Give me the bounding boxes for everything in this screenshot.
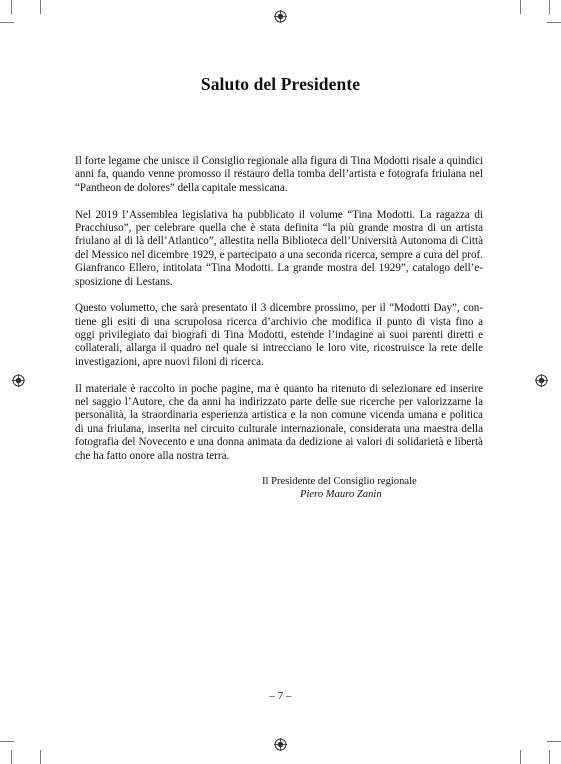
- text-line: del Messico nel dicembre 1929, e partecipato a una seconda ricerca, sempre a cura del prof.: [75, 248, 483, 261]
- text-line: friulano al di là dell’Atlantico”, allestita nella Biblioteca dell’Università Autonoma di Città: [75, 235, 483, 248]
- text-line: collaterali, allarga il quadro nel quale si intrecciano le loro vite, ricostruisce la rete delle: [75, 342, 483, 355]
- text-line: Pracchiuso”, per celebrare quella che è stata definita “la più grande mostra di un artista: [75, 221, 483, 234]
- crop-mark: [11, 0, 12, 14]
- crop-mark: [40, 0, 41, 14]
- text-line: Nel 2019 l’Assemblea legislativa ha pubblicato il volume “Tina Modotti. La ragazza di: [75, 208, 483, 221]
- paragraph-3: [75, 302, 483, 369]
- text-line: che ha fatto onore alla nostra terra.: [75, 449, 230, 462]
- text-line: Il materiale è raccolto in poche pagine, ma è quanto ha ritenuto di selezionare ed inserire: [75, 382, 483, 395]
- paragraph-1: [75, 155, 483, 195]
- text-line: investigazioni, apre nuovi filoni di ricerca.: [75, 355, 264, 368]
- text-line: Gianfranco Ellero, intitolata “Tina Modotti. La grande mostra del 1929”, catalogo dell’e-: [75, 262, 483, 275]
- crop-mark: [549, 750, 550, 764]
- crop-mark: [40, 750, 41, 764]
- text-line: fotografia del Novecento e una donna animata da dedizione ai valori di solidarietà e libertà: [75, 436, 483, 449]
- text-line: Questo volumetto, che sarà presentato il 3 dicembre prossimo, per il “Modotti Day”, con-: [75, 302, 483, 315]
- registration-mark-icon: [535, 374, 548, 387]
- crop-mark: [549, 0, 550, 14]
- paragraph-2: [75, 209, 483, 289]
- text-line: nel saggio l’Autore, che da anni ha indirizzato parte delle sue ricerche per valorizzarne la: [75, 395, 483, 408]
- page-number: – 7 –: [269, 690, 292, 702]
- crop-mark: [0, 741, 14, 742]
- signatory-name: Piero Mauro Zanin: [300, 489, 382, 501]
- text-line: personalità, la straordinaria esperienza artistica e la non comune vicenda umana e politica: [75, 409, 483, 422]
- registration-mark-icon: [274, 10, 287, 23]
- paragraph-4: [75, 383, 483, 463]
- crop-mark: [520, 750, 521, 764]
- signatory-role: Il Presidente del Consiglio regionale: [262, 476, 417, 487]
- text-line: tiene gli esiti di una scrupolosa ricerca d’archivio che modifica il punto di vista fino a: [75, 315, 483, 328]
- letter-body: [75, 155, 483, 476]
- text-line: anni fa, quando venne promosso il restauro della tomba dell’artista e fotografa friulana nel: [75, 168, 483, 181]
- text-line: “Pantheon de dolores” della capitale messicana.: [75, 181, 288, 194]
- signature-block: [262, 475, 462, 502]
- text-line: sposizione di Lestans.: [75, 275, 173, 288]
- crop-mark: [520, 0, 521, 14]
- page-title: Saluto del Presidente: [200, 74, 361, 94]
- registration-mark-icon: [12, 374, 25, 387]
- crop-mark: [0, 22, 14, 23]
- text-line: di una friulana, inserita nel circuito culturale internazionale, considerata una maestra della: [75, 422, 483, 435]
- text-line: Il forte legame che unisce il Consiglio regionale alla figura di Tina Modotti risale a quindici: [75, 155, 483, 167]
- crop-mark: [11, 750, 12, 764]
- crop-mark: [547, 741, 561, 742]
- crop-mark: [547, 22, 561, 23]
- registration-mark-icon: [274, 738, 287, 751]
- text-line: oggi privilegiato dai biografi di Tina Modotti, estende l’indagine ai suoi parenti diretti e: [75, 329, 483, 342]
